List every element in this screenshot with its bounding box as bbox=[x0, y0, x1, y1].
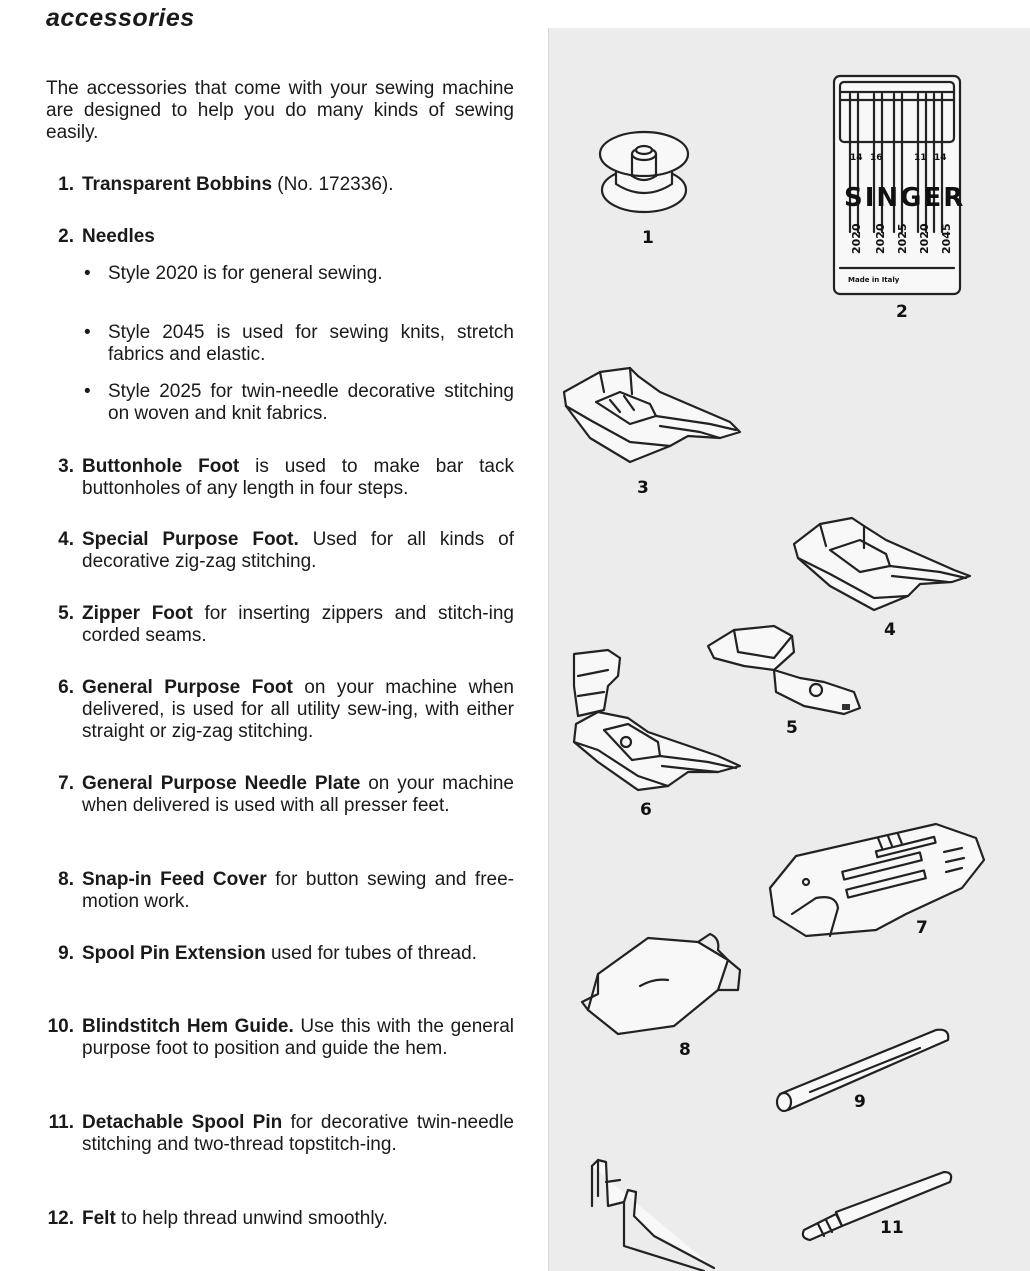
item-number: 2. bbox=[58, 226, 74, 247]
item-name: Snap-in Feed Cover bbox=[82, 869, 267, 890]
needle-size: 11 bbox=[914, 153, 927, 163]
item-name: Buttonhole Foot bbox=[82, 456, 240, 477]
accessory-item-2 bbox=[40, 226, 514, 248]
figure-label-5: 5 bbox=[786, 718, 798, 738]
needle-pack-illustration bbox=[830, 72, 964, 298]
item-name: Transparent Bobbins bbox=[82, 174, 273, 195]
item-description: for button sewing and free-motion work. bbox=[82, 869, 515, 912]
figure-label-4: 4 bbox=[884, 620, 896, 640]
accessory-item-12 bbox=[40, 1208, 514, 1230]
needle-pack-footer: Made in Italy bbox=[848, 276, 900, 284]
item-number: 11. bbox=[48, 1112, 74, 1133]
needle-style-label: 2045 bbox=[940, 223, 953, 254]
item-name: General Purpose Needle Plate bbox=[82, 773, 361, 794]
figure-label-7: 7 bbox=[916, 918, 928, 938]
bullet-icon: • bbox=[84, 322, 91, 343]
needle-size: 16 bbox=[870, 153, 883, 163]
accessory-item-5 bbox=[40, 603, 514, 647]
item-description: is used to make bar tack buttonholes of any length in four steps. bbox=[82, 456, 514, 499]
bullet-text: Style 2020 is for general sewing. bbox=[108, 263, 383, 284]
figure-label-6: 6 bbox=[640, 800, 652, 820]
item-name: Blindstitch Hem Guide. bbox=[82, 1016, 294, 1037]
detachable-spool-pin-illustration bbox=[796, 1164, 956, 1242]
figure-label-9: 9 bbox=[854, 1092, 866, 1112]
page-title: accessories bbox=[46, 4, 195, 32]
item-description: (No. 172336). bbox=[272, 174, 394, 195]
special-purpose-foot-illustration bbox=[790, 514, 974, 614]
item-number: 12. bbox=[47, 1208, 74, 1229]
item-number: 9. bbox=[58, 943, 74, 964]
item-description: on your machine when delivered is used with all presser feet. bbox=[82, 773, 514, 816]
needle-bullet-3 bbox=[84, 381, 514, 425]
needle-size: 14 bbox=[850, 153, 863, 163]
needle-size: 14 bbox=[934, 153, 947, 163]
needle-style-label: 2020 bbox=[874, 223, 887, 254]
item-number: 4. bbox=[58, 529, 74, 550]
item-number: 1. bbox=[58, 174, 74, 195]
item-description: for decorative twin-needle stitching and two-thread topstitch-ing. bbox=[82, 1112, 514, 1155]
accessory-item-6 bbox=[40, 677, 514, 743]
needle-style-label: 2020 bbox=[918, 223, 931, 254]
accessory-item-3 bbox=[40, 456, 514, 500]
bullet-icon: • bbox=[84, 263, 91, 284]
needle-plate-illustration bbox=[766, 818, 988, 942]
item-description: on your machine when delivered, is used for all utility sew-ing, with either straight or zig-zag stitching. bbox=[82, 677, 514, 742]
accessory-item-1 bbox=[40, 174, 514, 196]
accessory-item-4 bbox=[40, 529, 514, 573]
feed-cover-illustration bbox=[578, 930, 748, 1040]
item-number: 8. bbox=[58, 869, 74, 890]
item-number: 7. bbox=[58, 773, 74, 794]
item-name: Zipper Foot bbox=[82, 603, 193, 624]
item-number: 3. bbox=[58, 456, 74, 477]
figure-label-8: 8 bbox=[679, 1040, 691, 1060]
item-name: Detachable Spool Pin bbox=[82, 1112, 283, 1133]
needle-bullet-1 bbox=[84, 263, 514, 285]
intro-paragraph: The accessories that come with your sewing machine are designed to help you do many kinds of sewing easily. bbox=[46, 78, 514, 143]
item-description: Used for all kinds of decorative zig-zag stitching. bbox=[82, 529, 514, 572]
general-purpose-foot-illustration bbox=[568, 646, 746, 796]
item-number: 6. bbox=[58, 677, 74, 698]
item-number: 5. bbox=[58, 603, 74, 624]
item-number: 10. bbox=[47, 1016, 74, 1037]
accessory-item-9 bbox=[40, 943, 514, 965]
item-name: Felt bbox=[82, 1208, 116, 1229]
figure-label-1: 1 bbox=[642, 228, 654, 248]
item-name: General Purpose Foot bbox=[82, 677, 293, 698]
item-description: to help thread unwind smoothly. bbox=[115, 1208, 388, 1229]
singer-brand-text: SINGER bbox=[844, 183, 966, 213]
needle-bullet-2 bbox=[84, 322, 514, 366]
accessory-item-8 bbox=[40, 869, 514, 913]
item-description: Use this with the general purpose foot to position and guide the hem. bbox=[82, 1016, 514, 1059]
item-name: Special Purpose Foot. bbox=[82, 529, 299, 550]
figure-label-3: 3 bbox=[637, 478, 649, 498]
item-name: Needles bbox=[82, 226, 155, 247]
accessory-item-11 bbox=[40, 1112, 514, 1156]
accessory-item-7 bbox=[40, 773, 514, 817]
needle-style-label: 2025 bbox=[896, 223, 909, 254]
bobbin-illustration bbox=[596, 122, 696, 222]
figure-label-2: 2 bbox=[896, 302, 908, 322]
item-name: Spool Pin Extension bbox=[82, 943, 266, 964]
bullet-text: Style 2045 is used for sewing knits, stretch fabrics and elastic. bbox=[108, 322, 514, 365]
buttonhole-foot-illustration bbox=[560, 362, 744, 466]
accessory-item-10 bbox=[40, 1016, 514, 1060]
figure-label-11: 11 bbox=[880, 1218, 904, 1238]
blindstitch-hem-guide-illustration bbox=[584, 1156, 734, 1271]
needle-style-label: 2020 bbox=[850, 223, 863, 254]
bullet-icon: • bbox=[84, 381, 91, 402]
item-description: for inserting zippers and stitch-ing corded seams. bbox=[82, 603, 514, 646]
bullet-text: Style 2025 for twin-needle decorative stitching on woven and knit fabrics. bbox=[108, 381, 514, 424]
item-description: used for tubes of thread. bbox=[265, 943, 477, 964]
